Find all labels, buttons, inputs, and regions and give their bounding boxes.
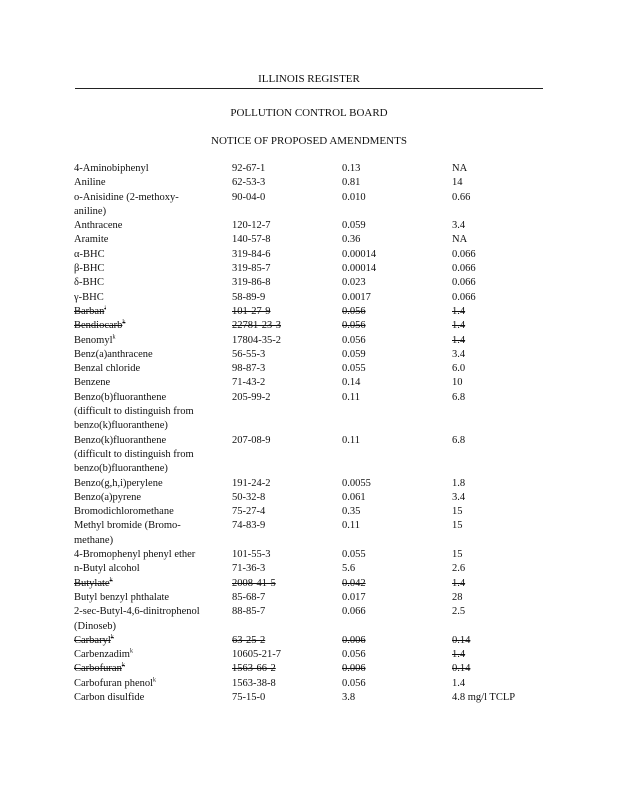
cas-number: 101-55-3 (232, 549, 271, 561)
cas-number: 98-87-3 (232, 363, 266, 375)
constituent-name: aniline) (74, 205, 107, 217)
footnote-marker: k (110, 634, 114, 641)
constituent-name: (difficult to distinguish from (74, 448, 194, 460)
nonwastewater-standard: 6.0 (452, 363, 466, 375)
wastewater-standard: 0.0055 (342, 477, 371, 489)
cas-number (232, 534, 342, 548)
constituent-name: Barban$^i$ (74, 305, 106, 317)
nonwastewater-standard: 0.066 (452, 291, 476, 303)
nonwastewater-standard: 1.4 (452, 577, 466, 589)
table-row (74, 577, 544, 591)
header-rule (75, 88, 543, 89)
constituent-name: Benzo(b)fluoranthene (74, 391, 167, 403)
table-row (74, 634, 544, 648)
cas-number: 88-85-7 (232, 606, 266, 618)
nonwastewater-standard (452, 462, 542, 476)
constituent-name: Methyl bromide (Bromo- (74, 520, 181, 532)
constituent-name: Benz(a)anthracene (74, 348, 153, 360)
cas-number: 319-84-6 (232, 248, 271, 260)
table-row (74, 620, 544, 634)
table-row (74, 233, 544, 247)
wastewater-standard: 0.055 (342, 549, 366, 561)
cas-number: 71-43-2 (232, 377, 266, 389)
wastewater-standard (342, 405, 452, 419)
wastewater-standard: 0.11 (342, 434, 360, 446)
cas-number: 207-08-9 (232, 434, 271, 446)
nonwastewater-standard: 0.66 (452, 191, 471, 203)
nonwastewater-standard: 1.4 (452, 305, 466, 317)
table-row (74, 505, 544, 519)
nonwastewater-standard: 6.8 (452, 391, 466, 403)
constituent-name: 4-Aminobiphenyl (74, 163, 149, 174)
constituent-name: 4-Bromophenyl phenyl ether (74, 549, 196, 561)
cas-number: 50-32-8 (232, 491, 266, 503)
table-row (74, 276, 544, 290)
cas-number: 62-53-3 (232, 177, 266, 189)
constituent-name: β-BHC (74, 263, 105, 275)
cas-number: 56-55-3 (232, 348, 266, 360)
footnote-marker: k (121, 662, 125, 669)
nonwastewater-standard: 3.4 (452, 491, 466, 503)
constituent-name: Butylate$^k$ (74, 577, 113, 589)
nonwastewater-standard (452, 205, 542, 219)
constituent-name: Aramite (74, 234, 109, 246)
nonwastewater-standard: 1.8 (452, 477, 466, 489)
wastewater-standard (342, 620, 452, 634)
nonwastewater-standard: 2.5 (452, 606, 466, 618)
nonwastewater-standard (452, 620, 542, 634)
constituent-name: 2-sec-Butyl-4,6-dinitrophenol (74, 606, 200, 618)
table-row (74, 691, 544, 705)
nonwastewater-standard (452, 405, 542, 419)
table-row (74, 348, 544, 362)
wastewater-standard: 0.059 (342, 220, 366, 232)
cas-number (232, 462, 342, 476)
cas-number: 191-24-2 (232, 477, 271, 489)
cas-number (232, 205, 342, 219)
wastewater-standard (342, 534, 452, 548)
constituent-name: Benzo(k)fluoranthene (74, 434, 167, 446)
register-title: ILLINOIS REGISTER (258, 73, 360, 85)
table-row (74, 291, 544, 305)
cas-number: 1563-66-2 (232, 663, 276, 675)
table-row (74, 305, 544, 319)
nonwastewater-standard: 15 (452, 506, 463, 518)
wastewater-standard: 0.00014 (342, 248, 377, 260)
footnote-marker: i (104, 305, 106, 312)
cas-number: 1563-38-8 (232, 677, 276, 689)
cas-number: 10605-21-7 (232, 649, 281, 661)
cas-number: 90-04-0 (232, 191, 266, 203)
wastewater-standard: 0.059 (342, 348, 366, 360)
wastewater-standard: 0.056 (342, 334, 366, 346)
table-row (74, 219, 544, 233)
wastewater-standard: 0.11 (342, 391, 360, 403)
nonwastewater-standard: 28 (452, 591, 463, 603)
nonwastewater-standard: 15 (452, 520, 463, 532)
table-row (74, 391, 544, 405)
cas-number: 120-12-7 (232, 220, 271, 232)
table-row (74, 376, 544, 390)
wastewater-standard: 0.023 (342, 277, 366, 289)
table-row (74, 548, 544, 562)
constituent-name: Benzo(a)pyrene (74, 491, 142, 503)
wastewater-standard (342, 448, 452, 462)
cas-number (232, 419, 342, 433)
table-row (74, 662, 544, 676)
constituent-name: Carbon disulfide (74, 691, 145, 703)
table-row (74, 405, 544, 419)
footnote-marker: k (112, 334, 116, 341)
wastewater-standard (342, 419, 452, 433)
table-row (74, 462, 544, 476)
constituent-name: Bendiocarb$^k$ (74, 319, 126, 332)
cas-number (232, 620, 342, 634)
nonwastewater-standard: 3.4 (452, 220, 466, 232)
wastewater-standard: 5.6 (342, 563, 356, 575)
table-row (74, 434, 544, 448)
nonwastewater-standard: NA (452, 234, 468, 246)
constituent-name: Benzal chloride (74, 363, 141, 375)
cas-number (232, 405, 342, 419)
constituent-name: δ-BHC (74, 277, 105, 289)
nonwastewater-standard (452, 534, 542, 548)
table-row (74, 591, 544, 605)
cas-number: 71-36-3 (232, 563, 266, 575)
table-row (74, 677, 544, 691)
cas-number: 63-25-2 (232, 634, 266, 646)
wastewater-standard: 0.042 (342, 577, 366, 589)
constituent-name: Carbofuran$^k$ (74, 662, 125, 675)
table-row (74, 534, 544, 548)
cas-number: 205-99-2 (232, 391, 271, 403)
table-row (74, 248, 544, 262)
constituent-name: Bromodichloromethane (74, 506, 174, 518)
nonwastewater-standard: 0.066 (452, 263, 476, 275)
constituent-name: benzo(b)fluoranthene) (74, 463, 168, 475)
footnote-marker: k (109, 577, 113, 584)
wastewater-standard: 3.8 (342, 691, 356, 703)
wastewater-standard (342, 205, 452, 219)
cas-number: 319-85-7 (232, 263, 271, 275)
table-row (74, 491, 544, 505)
cas-number: 58-89-9 (232, 291, 266, 303)
wastewater-standard: 0.061 (342, 491, 366, 503)
wastewater-standard: 0.0017 (342, 291, 371, 303)
table-row (74, 648, 544, 662)
wastewater-standard: 0.81 (342, 177, 361, 189)
table-row (74, 334, 544, 348)
footnote-marker: k (153, 677, 157, 684)
nonwastewater-standard: 0.066 (452, 277, 476, 289)
wastewater-standard: 0.006 (342, 634, 366, 646)
footnote-marker: k (129, 648, 133, 655)
constituent-name: Anthracene (74, 220, 123, 232)
nonwastewater-standard: 1.4 (452, 677, 466, 689)
constituent-name: Benzene (74, 377, 111, 389)
nonwastewater-standard: 14 (452, 177, 463, 189)
constituent-name: (Dinoseb) (74, 620, 116, 632)
nonwastewater-standard (452, 448, 542, 462)
constituent-name: Butyl benzyl phthalate (74, 591, 170, 603)
wastewater-standard: 0.010 (342, 191, 366, 203)
cas-number: 92-67-1 (232, 163, 266, 174)
cas-number: 85-68-7 (232, 591, 266, 603)
wastewater-standard: 0.066 (342, 606, 366, 618)
table-row (74, 162, 544, 176)
wastewater-standard: 0.056 (342, 649, 366, 661)
nonwastewater-standard: 0.066 (452, 248, 476, 260)
constituent-name: Benzo(g,h,i)perylene (74, 477, 163, 489)
constituent-name: α-BHC (74, 248, 105, 260)
nonwastewater-standard (452, 419, 542, 433)
table-row (74, 262, 544, 276)
constituent-name: o-Anisidine (2-methoxy- (74, 191, 179, 203)
table-row (74, 319, 544, 333)
wastewater-standard: 0.055 (342, 363, 366, 375)
constituent-name: Carbenzadim$^k$ (74, 648, 133, 661)
cas-number: 75-27-4 (232, 506, 266, 518)
notice-title: NOTICE OF PROPOSED AMENDMENTS (211, 135, 407, 147)
table-row (74, 605, 544, 619)
nonwastewater-standard: 2.6 (452, 563, 466, 575)
constituent-name: benzo(k)fluoranthene) (74, 420, 168, 432)
nonwastewater-standard: 0.14 (452, 663, 471, 675)
board-title: POLLUTION CONTROL BOARD (230, 107, 388, 119)
table-row (74, 419, 544, 433)
cas-number: 22781-23-3 (232, 320, 281, 332)
table-row (74, 191, 544, 205)
constituent-name: n-Butyl alcohol (74, 563, 140, 575)
table-row (74, 362, 544, 376)
cas-number (232, 448, 342, 462)
constituent-name: Benomyl$^k$ (74, 334, 116, 346)
wastewater-standard: 0.36 (342, 234, 361, 246)
nonwastewater-standard: 4.8 mg/l TCLP (452, 691, 516, 703)
wastewater-standard: 0.006 (342, 663, 366, 675)
cas-number: 101-27-9 (232, 305, 271, 317)
table-row (74, 519, 544, 533)
wastewater-standard: 0.056 (342, 320, 366, 332)
constituent-table (74, 162, 544, 705)
table-row (74, 477, 544, 491)
cas-number: 319-86-8 (232, 277, 271, 289)
footnote-marker: k (122, 319, 126, 326)
constituent-name: γ-BHC (74, 291, 104, 303)
wastewater-standard (342, 462, 452, 476)
nonwastewater-standard: 15 (452, 549, 463, 561)
table-row (74, 205, 544, 219)
wastewater-standard: 0.14 (342, 377, 361, 389)
nonwastewater-standard: 1.4 (452, 334, 466, 346)
table-row (74, 448, 544, 462)
nonwastewater-standard: 1.4 (452, 649, 466, 661)
wastewater-standard: 0.00014 (342, 263, 377, 275)
nonwastewater-standard: 1.4 (452, 320, 466, 332)
cas-number: 17804-35-2 (232, 334, 281, 346)
constituent-name: Carbofuran phenol$^k$ (74, 677, 157, 689)
nonwastewater-standard: 0.14 (452, 634, 471, 646)
nonwastewater-standard: 3.4 (452, 348, 466, 360)
table-row (74, 562, 544, 576)
constituent-name: (difficult to distinguish from (74, 406, 194, 418)
wastewater-standard: 0.056 (342, 677, 366, 689)
constituent-name: methane) (74, 534, 114, 546)
cas-number: 140-57-8 (232, 234, 271, 246)
cas-number: 75-15-0 (232, 691, 266, 703)
nonwastewater-standard: NA (452, 163, 468, 174)
constituent-name: Aniline (74, 177, 106, 189)
wastewater-standard: 0.056 (342, 305, 366, 317)
wastewater-standard: 0.017 (342, 591, 366, 603)
nonwastewater-standard: 10 (452, 377, 463, 389)
constituent-name: Carbaryl$^k$ (74, 634, 114, 646)
wastewater-standard: 0.11 (342, 520, 360, 532)
cas-number: 2008-41-5 (232, 577, 276, 589)
wastewater-standard: 0.13 (342, 163, 361, 174)
wastewater-standard: 0.35 (342, 506, 361, 518)
nonwastewater-standard: 6.8 (452, 434, 466, 446)
cas-number: 74-83-9 (232, 520, 266, 532)
table-row (74, 176, 544, 190)
